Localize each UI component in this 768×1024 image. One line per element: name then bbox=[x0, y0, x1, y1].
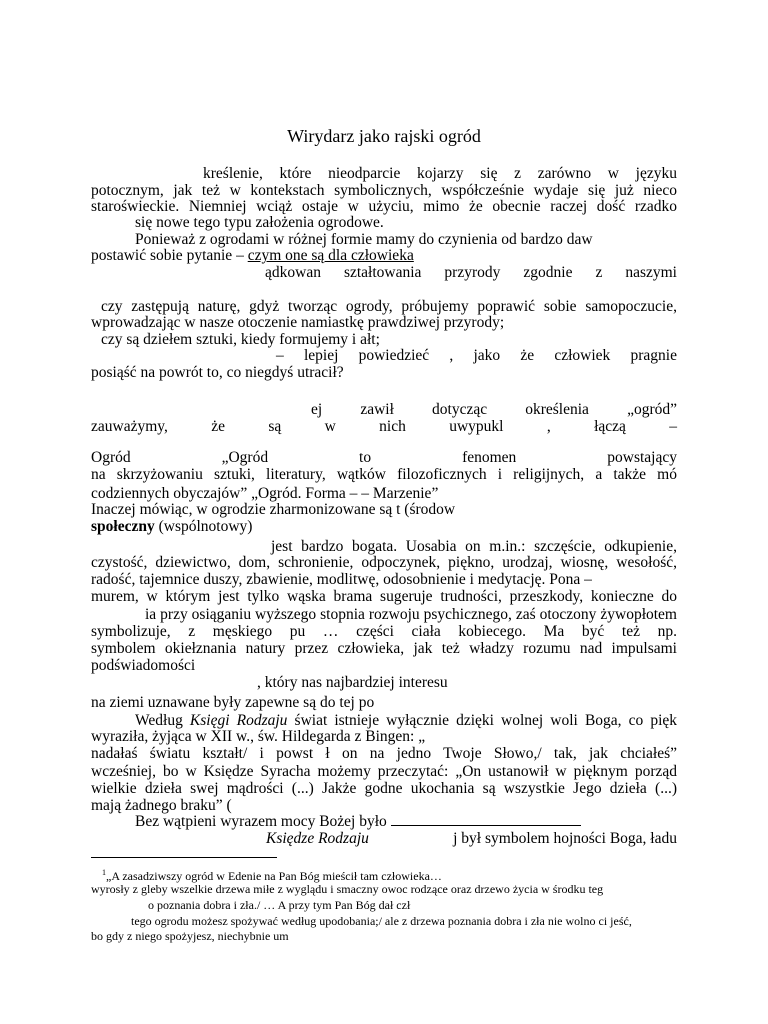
footnote-line: bo gdy z niego spożyjesz, niechybnie um bbox=[91, 929, 289, 943]
text-line: wyraziła, żyjąca w XII w., św. Hildegarda z Bingen: „ bbox=[91, 728, 426, 745]
bold-term: społeczny bbox=[91, 518, 155, 535]
text-line: czy są dziełem sztuki, kiedy formujemy i ałt; bbox=[101, 331, 380, 348]
footnote-line: o poznania dobra i zła./ … A przy tym Pan Bóg dał czł bbox=[148, 898, 411, 912]
text-fragment: Bez wątpieni wyrazem mocy Bożej było bbox=[135, 813, 387, 830]
text-line: symbolizuje, z męskiego pu … części ciała kobiecego. Ma być też np. bbox=[91, 623, 677, 640]
page-title: Wirydarz jako rajski ogród bbox=[287, 126, 481, 146]
text-line: – lepiej powiedzieć , jako że człowiek pragnie bbox=[276, 347, 677, 364]
text-fragment: postawić sobie pytanie – bbox=[91, 247, 244, 264]
text-line: posiąść na powrót to, co niegdyś utracił? bbox=[91, 364, 344, 381]
text-line: nadałaś światu kształt/ i powst ł on na jedno Twoje Słowo,/ tak, jak chciałeś” bbox=[91, 745, 677, 762]
text-fragment: świat istnieje wyłącznie dzięki wolnej woli Boga, co pięk bbox=[294, 712, 678, 729]
footnote-line: wyrosły z gleby wszelkie drzewa miłe z wyglądu i smaczny owoc rodzące oraz drzewo życia w środku teg bbox=[91, 882, 604, 896]
text-line: jest bardzo bogata. Uosabia on m.in.: szczęście, odkupienie, bbox=[271, 538, 677, 555]
text-line: wielkie dzieła swej mądrości (...) Jakże godne ukochania są wszystkie Jego dzieła (...) bbox=[91, 780, 677, 797]
text-fragment: Według bbox=[135, 712, 183, 729]
blank-underline bbox=[391, 813, 581, 826]
text-line: się nowe tego typu założenia ogrodowe. bbox=[135, 214, 384, 231]
footnote-separator bbox=[91, 857, 277, 858]
text-line: Ogród „Ogród to fenomen powstający bbox=[91, 449, 677, 466]
text-line: symbolem okiełznania natury przez człowieka, jak też władzy rozumu nad impulsami bbox=[91, 640, 677, 657]
text-line: potocznym, jak też w kontekstach symbolicznych, współcześnie wydaje się już nieco bbox=[91, 182, 677, 199]
footnote-text: „A zasadziwszy ogród w Edenie na Pan Bóg mieścił tam człowieka… bbox=[106, 869, 442, 883]
underlined-question: czym one są dla człowieka bbox=[247, 247, 414, 264]
text-line: czystość, dziewictwo, dom, schronienie, odpoczynek, piękno, urodzaj, wiosnę, wesołość, bbox=[91, 554, 677, 571]
text-fragment: (wspólnotowy) bbox=[158, 518, 253, 535]
text-line: ia przy osiąganiu wyższego stopnia rozwoju psychicznego, zaś otoczony żywopłotem bbox=[145, 606, 677, 623]
text-line: radość, tajemnice duszy, zbawienie, modlitwę, odosobnienie i medytację. Pona – bbox=[91, 571, 592, 588]
text-line: , który nas najbardziej interesu bbox=[257, 674, 448, 691]
text-line: Ponieważ z ogrodami w różnej formie mamy do czynienia od bardzo daw bbox=[135, 231, 593, 248]
text-line bbox=[91, 517, 677, 536]
text-fragment: j był symbolem hojności Boga, ładu bbox=[453, 830, 677, 847]
text-line: murem, w którym jest tylko wąska brama sugeruje trudności, przeszkody, konieczne do bbox=[91, 588, 677, 605]
footnote-line bbox=[102, 865, 702, 881]
text-line: Inaczej mówiąc, w ogrodzie zharmonizowane są t (środow bbox=[91, 501, 456, 518]
text-line: na skrzyżowaniu sztuki, literatury, wątków filozoficznych i religijnych, a także mó bbox=[91, 466, 677, 483]
text-line: wprowadzając w nasze otoczenie namiastkę prawdziwej przyrody; bbox=[91, 314, 505, 331]
footnote-line: tego ogrodu możesz spożywać według upodobania;/ ale z drzewa poznania dobra i zła nie wolno ci jeść, bbox=[131, 914, 632, 928]
italic-title: Księgi Rodzaju bbox=[189, 712, 288, 729]
text-line: mają żadnego braku” ( bbox=[91, 797, 232, 814]
text-line: podświadomości bbox=[91, 657, 196, 674]
text-line: kreślenie, które nieodparcie kojarzy się z zarówno w języku bbox=[203, 165, 677, 182]
footnote-marker: 1 bbox=[102, 868, 106, 877]
text-line: wcześniej, bo w Księdze Syracha możemy przeczytać: „On ustanowił w pięknym porząd bbox=[91, 763, 677, 780]
text-line bbox=[266, 829, 677, 848]
italic-title: Księdze Rodzaju bbox=[266, 830, 369, 847]
text-line: codziennych obyczajów” „Ogród. Forma – – Marzenie” bbox=[91, 485, 439, 502]
text-line: czy zastępują naturę, gdyż tworząc ogrody, próbujemy poprawić sobie samopoczucie, bbox=[101, 298, 677, 315]
text-line: ądkowan ształtowania przyrody zgodnie z naszymi bbox=[265, 264, 677, 281]
text-line: na ziemi uznawane były zapewne są do tej po bbox=[91, 694, 375, 711]
text-line: staroświeckie. Niemniej wciąż ostaje w użyciu, mimo że obecnie raczej dość rzadko bbox=[91, 198, 677, 215]
text-line: ej zawił dotycząc określenia „ogród” bbox=[311, 401, 677, 418]
text-line: zauważymy, że są w nich uwypukl , łączą – bbox=[91, 418, 677, 435]
